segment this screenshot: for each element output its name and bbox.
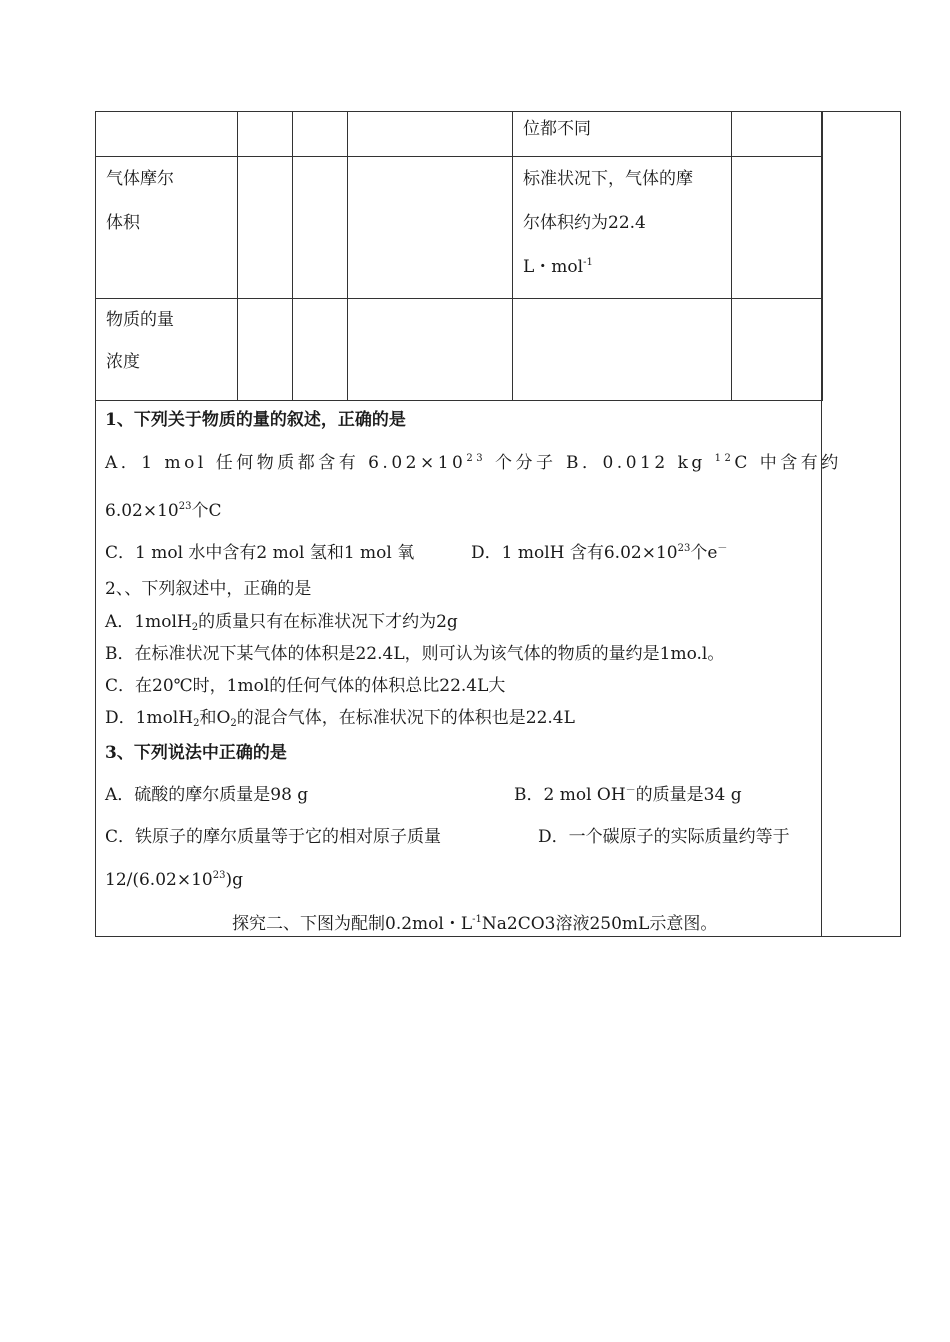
row-heading-cont: 体积 — [106, 213, 140, 233]
question-3-option-b: B．2 mol OH－的质量是34 g — [514, 785, 742, 805]
table-cell — [238, 112, 293, 157]
question-1-option-b-cont: $6.02\times 10^{23}$个C — [105, 501, 222, 521]
question-3-option-c: C．铁原子的摩尔质量等于它的相对原子质量 — [105, 827, 442, 847]
question-1-option-d: D．1 molH 含有$6.02\times 10^{23}$个e－ — [471, 543, 728, 563]
table-cell — [293, 299, 348, 401]
cell-text: 标准状况下，气体的摩 — [523, 169, 693, 189]
table-row — [96, 112, 823, 157]
row-heading-cont: 浓度 — [106, 352, 140, 372]
table-cell — [238, 157, 293, 299]
cell-text: 位都不同 — [523, 119, 591, 139]
question-2-title: 2、、下列叙述中，正确的是 — [105, 579, 312, 599]
table-cell — [513, 157, 732, 299]
question-3-option-d-cont: $12/(6.02\times 10^{23})g$ — [105, 870, 243, 890]
cell-text: 尔体积约为22.4 — [523, 213, 646, 233]
question-1-title: 1、下列关于物质的量的叙述，正确的是 — [105, 410, 406, 430]
question-1-option-b: B．0.012 kg $^{12}$C 中含有约 — [566, 453, 842, 473]
table-cell — [96, 157, 238, 299]
question-1-option-a: A．1 mol 任何物质都含有 $6.02\times 10^{23}$ 个分子 — [105, 453, 557, 473]
question-2-option-d: D．1molH$_2$和$O_2$的混合气体，在标准状况下的体积也是22.4L — [105, 708, 575, 729]
concept-table — [95, 111, 823, 401]
table-cell — [513, 112, 732, 157]
question-2-option-b: B．在标准状况下某气体的体积是22.4L，则可认为该气体的物质的量约是1mo.l。 — [105, 644, 725, 664]
table-cell — [348, 112, 513, 157]
table-cell — [732, 112, 823, 157]
table-cell — [96, 299, 238, 401]
question-3-option-d: D．一个碳原子的实际质量约等于 — [538, 827, 790, 847]
table-cell — [732, 157, 823, 299]
table-cell — [96, 112, 238, 157]
row-heading: 物质的量 — [106, 310, 174, 330]
question-2-option-c: C．在20℃时，1mol的任何气体的体积总比22.4L大 — [105, 676, 506, 696]
table-cell — [238, 299, 293, 401]
question-1-option-c: C．1 mol 水中含有2 mol 氢和1 mol 氧 — [105, 543, 415, 563]
explore-heading: 探究二、下图为配制0.2mol・$L^{-1}Na2CO3$溶液250mL示意图。 — [232, 914, 718, 934]
question-3-title: 3、下列说法中正确的是 — [105, 743, 287, 763]
table-cell — [732, 299, 823, 401]
question-2-option-a: A．1molH$_2$的质量只有在标准状况下才约为2g — [105, 612, 458, 633]
table-cell — [513, 299, 732, 401]
table-cell — [348, 157, 513, 299]
question-3-option-a: A．硫酸的摩尔质量是98 g — [105, 785, 309, 805]
table-cell — [348, 299, 513, 401]
table-cell — [293, 112, 348, 157]
row-heading: 气体摩尔 — [106, 169, 174, 189]
cell-text: L・mol$^{-1}$ — [523, 257, 593, 277]
table-row — [96, 157, 823, 299]
table-row — [96, 299, 823, 401]
table-cell — [293, 157, 348, 299]
